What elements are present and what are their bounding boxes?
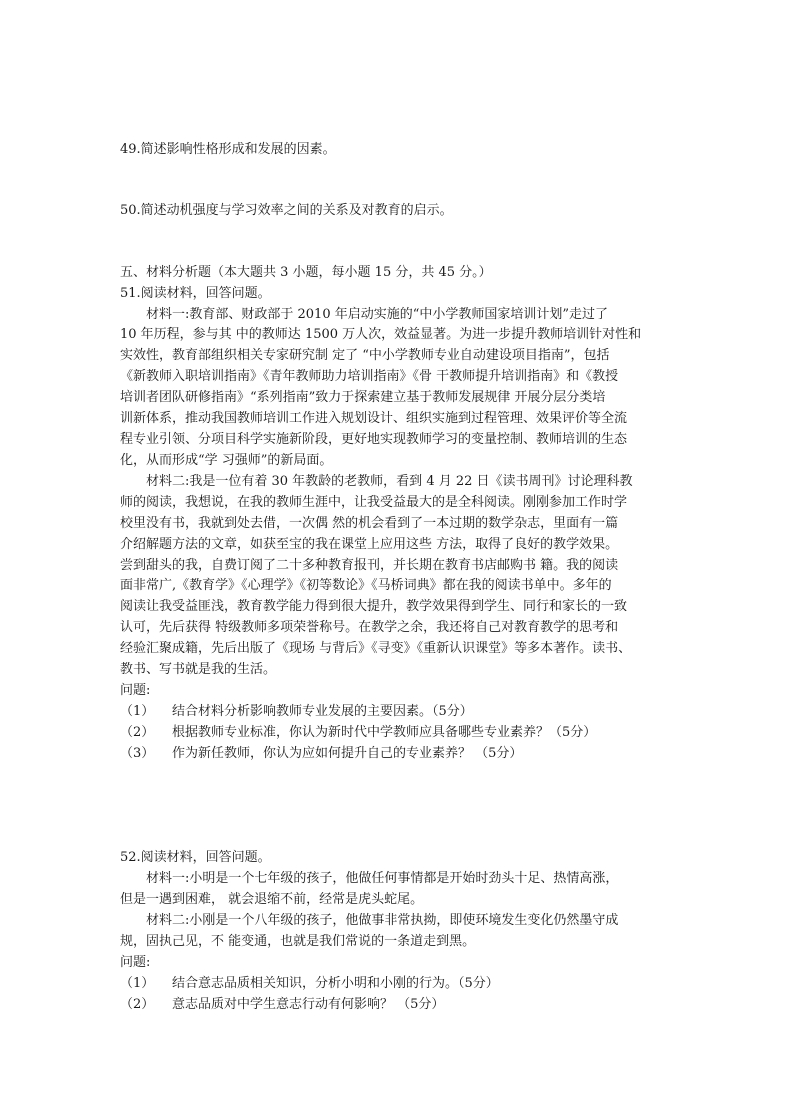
q51-material1-line: 程专业引领、分项目科学实施新阶段，更好地实现教师学习的变量控制、教师培训的生态: [120, 432, 628, 447]
q51-material1-line: 《新教师入职培训指南》《青年教师助力培训指南》《骨 干教师提升培训指南》和《教授: [120, 369, 619, 384]
q51-material2-line: 师的阅读，我想说，在我的教师生涯中，让我受益最大的是全科阅读。刚刚参加工作时学: [120, 495, 628, 510]
question-number: （1）: [120, 704, 155, 719]
question-text: 根据教师专业标准，你认为新时代中学教师应具备哪些专业素养？（5分）: [172, 725, 597, 740]
q51-material1-line: 培训者团队研修指南》“系列指南”致力于探索建立基于教师发展规律 开展分层分类培: [120, 390, 606, 405]
q51-material2-line: 经验汇聚成籍，先后出版了《现场 与背后》《寻变》《重新认识课堂》等多本著作。读书、: [120, 641, 632, 656]
q51-material2-line: 材料二:我是一位有着 30 年教龄的老教师，看到 4 月 22 日《读书周刊》讨论理科教: [146, 474, 633, 489]
question-52-title: 52.阅读材料，回答问题。: [120, 850, 271, 865]
q51-material1-line: 材料一:教育部、财政部于 2010 年启动实施的“中小学教师国家培训计划”走过了: [146, 307, 609, 322]
question-text: 结合材料分析影响教师专业发展的主要因素。（5分）: [172, 704, 473, 719]
q52-questions-label: 问题:: [120, 955, 151, 970]
q51-material1-line: 10 年历程，参与其 中的教师达 1500 万人次，效益显著。为进一步提升教师培训针对性和: [120, 327, 642, 342]
q52-material1-line: 材料一:小明是一个七年级的孩子，他做任何事情都是开始时劲头十足、热情高涨，: [146, 871, 619, 886]
q51-material1-line: 训新体系，推动我国教师培训工作进入规划设计、组织实施到过程管理、效果评价等全流: [120, 411, 628, 426]
question-text: 意志品质对中学生意志行动有何影响？ （5分）: [172, 997, 445, 1012]
question-51-title: 51.阅读材料，回答问题。: [120, 286, 271, 301]
question-number: （2）: [120, 725, 155, 740]
q51-question-1: [120, 702, 473, 722]
question-number: （1）: [120, 976, 155, 991]
q52-material1-line: 但是一遇到困难， 就会退缩不前，经常是虎头蛇尾。: [120, 892, 424, 907]
q51-question-2: [120, 723, 596, 743]
q51-material1-line: 化，从而形成“学 习强师”的新局面。: [120, 453, 333, 468]
question-49: 49.简述影响性格形成和发展的因素。: [120, 142, 336, 157]
q51-material2-line: 校里没有书，我就到处去借，一次偶 然的机会看到了一本过期的数学杂志，里面有一篇: [120, 516, 619, 531]
question-50: 50.简述动机强度与学习效率之间的关系及对教育的启示。: [120, 203, 453, 218]
q51-questions-label: 问题:: [120, 683, 151, 698]
question-text: 结合意志品质相关知识，分析小明和小刚的行为。（5分）: [172, 976, 499, 991]
q51-material2-line: 面非常广,《教育学》《心理学》《初等数论》《马桥词典》都在我的阅读书单中。多年的: [120, 578, 612, 593]
q51-material2-line: 介绍解题方法的文章，如获至宝的我在课堂上应用这些 方法，取得了良好的教学效果。: [120, 537, 619, 552]
q52-question-2: [120, 995, 444, 1015]
q52-material2-line: 材料二:小刚是一个八年级的孩子，他做事非常执拗，即使环境发生变化仍然墨守成: [146, 913, 619, 928]
section-title: 五、材料分析题（本大题共 3 小题，每小题 15 分，共 45 分。）: [120, 265, 492, 280]
q51-material1-line: 实效性，教育部组织相关专家研究制 定了 “中小学教师专业自动建设项目指南”，包括: [120, 348, 610, 363]
q52-material2-line: 规，固执己见，不 能变通，也就是我们常说的一条道走到黑。: [120, 934, 476, 949]
q51-material2-line: 教书、写书就是我的生活。: [120, 662, 277, 677]
question-text: 作为新任教师，你认为应如何提升自己的专业素养？ （5分）: [172, 746, 523, 761]
q52-question-1: [120, 974, 499, 994]
q51-material2-line: 尝到甜头的我，自费订阅了二十多种教育报刊，并长期在教育书店邮购书 籍。我的阅读: [120, 558, 619, 573]
q51-material2-line: 阅读让我受益匪浅，教育教学能力得到很大提升，教学效果得到学生、同行和家长的一致: [120, 599, 628, 614]
q51-material2-line: 认可，先后获得 特级教师多项荣誉称号。在教学之余，我还将自己对教育教学的思考和: [120, 620, 619, 635]
question-number: （3）: [120, 746, 155, 761]
question-number: （2）: [120, 997, 155, 1012]
q51-question-3: [120, 744, 522, 764]
